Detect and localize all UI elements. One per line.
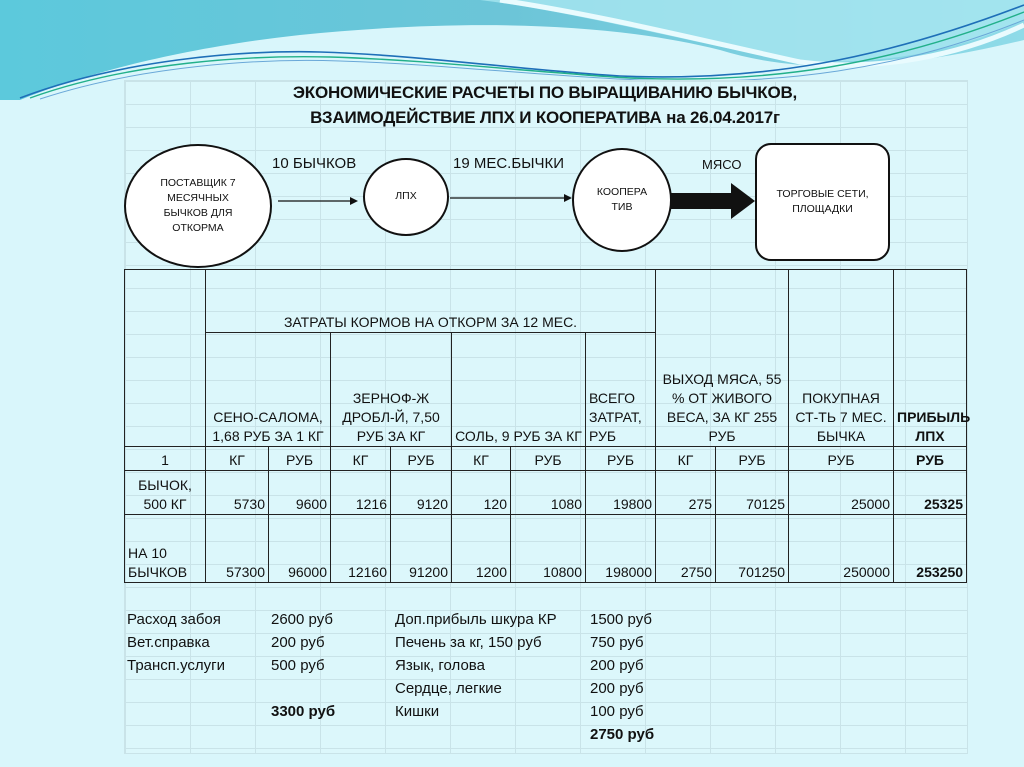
value-cell: 120 bbox=[452, 471, 511, 515]
unit-cell: КГ bbox=[331, 447, 391, 471]
unit-cell: КГ bbox=[452, 447, 511, 471]
income-label: Печень за кг, 150 руб bbox=[395, 634, 542, 651]
cooperative-node bbox=[572, 148, 672, 252]
empty-cell bbox=[124, 700, 268, 723]
list-item bbox=[124, 700, 677, 723]
list-item bbox=[124, 723, 677, 746]
expense-label: Расход забоя bbox=[127, 611, 221, 628]
value-cell: 5730 bbox=[206, 471, 269, 515]
flow-label-10-bulls: 10 БЫЧКОВ bbox=[272, 155, 357, 172]
salt-header: СОЛЬ, 9 РУБ ЗА КГ bbox=[452, 333, 586, 447]
unit-cell: РУБ bbox=[894, 447, 967, 471]
lph-node bbox=[363, 158, 449, 236]
meat-yield-header: ВЫХОД МЯСА, 55 % ОТ ЖИВОГО ВЕСА, ЗА КГ 255 РУБ bbox=[656, 270, 789, 447]
expense-value: 500 руб bbox=[271, 657, 325, 674]
empty-cell bbox=[124, 677, 268, 700]
income-value: 100 руб bbox=[590, 703, 644, 720]
unit-cell: КГ bbox=[206, 447, 269, 471]
supplier-label: ПОСТАВЩИК 7 МЕСЯЧНЫХ БЫЧКОВ ДЛЯ ОТКОРМА bbox=[160, 176, 236, 235]
value-cell: 250000 bbox=[789, 515, 894, 583]
value-cell: 1080 bbox=[511, 471, 586, 515]
row-label: НА 10 БЫЧКОВ bbox=[125, 515, 206, 583]
income-value: 200 руб bbox=[590, 680, 644, 697]
arrow-right-icon bbox=[278, 196, 358, 206]
thick-arrow-right-icon bbox=[671, 183, 755, 219]
lph-label: ЛПХ bbox=[395, 190, 417, 203]
income-total: 2750 руб bbox=[590, 726, 655, 743]
value-cell: 19800 bbox=[586, 471, 656, 515]
value-cell: 1200 bbox=[452, 515, 511, 583]
list-item bbox=[124, 631, 677, 654]
retail-label-2: ПЛОЩАДКИ bbox=[792, 203, 853, 215]
value-cell: 70125 bbox=[716, 471, 789, 515]
total-costs-header: ВСЕГО ЗАТРАТ, РУБ bbox=[586, 333, 656, 447]
list-item bbox=[124, 677, 677, 700]
list-item bbox=[124, 654, 677, 677]
unit-cell: РУБ bbox=[511, 447, 586, 471]
empty-cell bbox=[268, 723, 392, 746]
value-cell: 2750 bbox=[656, 515, 716, 583]
profit-header: ПРИБЫЛЬ ЛПХ bbox=[894, 270, 967, 447]
income-value: 1500 руб bbox=[590, 611, 652, 628]
income-label: Доп.прибыль шкура КР bbox=[395, 611, 557, 628]
grain-header: ЗЕРНОФ-Ж ДРОБЛ-Й, 7,50 РУБ ЗА КГ bbox=[331, 333, 452, 447]
profit-value-cell: 25325 bbox=[894, 471, 967, 515]
expense-value: 200 руб bbox=[271, 634, 325, 651]
unit-cell: КГ bbox=[656, 447, 716, 471]
profit-value-cell: 253250 bbox=[894, 515, 967, 583]
arrow-right-icon bbox=[450, 193, 572, 203]
empty-cell bbox=[124, 723, 268, 746]
page-title-line-1: ЭКОНОМИЧЕСКИЕ РАСЧЕТЫ ПО ВЫРАЩИВАНИЮ БЫЧКОВ, bbox=[292, 83, 798, 102]
retail-label-1: ТОРГОВЫЕ СЕТИ, bbox=[776, 187, 869, 200]
value-cell: 57300 bbox=[206, 515, 269, 583]
expense-label: Трансп.услуги bbox=[127, 657, 226, 674]
income-value: 750 руб bbox=[590, 634, 644, 651]
expense-label: Вет.справка bbox=[127, 634, 210, 651]
unit-cell: РУБ bbox=[586, 447, 656, 471]
value-cell: 1216 bbox=[331, 471, 391, 515]
list-item bbox=[124, 608, 677, 631]
table-row bbox=[125, 515, 967, 583]
value-cell: 25000 bbox=[789, 471, 894, 515]
income-label: Язык, голова bbox=[395, 657, 485, 674]
empty-cell bbox=[268, 677, 392, 700]
row-label: БЫЧОК, 500 КГ bbox=[125, 471, 206, 515]
unit-cell: РУБ bbox=[269, 447, 331, 471]
income-label: Сердце, легкие bbox=[395, 680, 502, 697]
value-cell: 10800 bbox=[511, 515, 586, 583]
retail-node bbox=[755, 143, 890, 261]
flow-label-19-month-bulls: 19 МЕС.БЫЧКИ bbox=[453, 155, 564, 172]
cost-calculation-table bbox=[124, 269, 971, 583]
value-cell: 9600 bbox=[269, 471, 331, 515]
unit-cell: РУБ bbox=[716, 447, 789, 471]
cooperative-label-2: ТИВ bbox=[611, 201, 633, 213]
income-label: Кишки bbox=[395, 703, 440, 720]
unit-cell: РУБ bbox=[789, 447, 894, 471]
value-cell: 12160 bbox=[331, 515, 391, 583]
purchase-cost-header: ПОКУПНАЯ СТ-ТЬ 7 МЕС. БЫЧКА bbox=[789, 270, 894, 447]
expenses-total: 3300 руб bbox=[271, 703, 336, 720]
value-cell: 198000 bbox=[586, 515, 656, 583]
value-cell: 9120 bbox=[391, 471, 452, 515]
value-cell: 701250 bbox=[716, 515, 789, 583]
unit-cell: РУБ bbox=[391, 447, 452, 471]
value-cell: 96000 bbox=[269, 515, 331, 583]
page-title-line-2: ВЗАИМОДЕЙСТВИЕ ЛПХ И КООПЕРАТИВА на 26.04.2017г bbox=[310, 108, 780, 127]
row-label-header-cell bbox=[125, 270, 206, 447]
table-row bbox=[125, 471, 967, 515]
row-label-1-top: 1 bbox=[125, 447, 206, 471]
empty-cell bbox=[392, 723, 587, 746]
flow-label-meat: МЯСО bbox=[702, 157, 742, 172]
value-cell: 275 bbox=[656, 471, 716, 515]
value-cell: 91200 bbox=[391, 515, 452, 583]
income-value: 200 руб bbox=[590, 657, 644, 674]
hay-header: СЕНО-САЛОМА, 1,68 РУБ ЗА 1 КГ bbox=[206, 333, 331, 447]
cooperative-label-1: КООПЕРА bbox=[596, 185, 648, 198]
expenses-and-income-table bbox=[124, 608, 677, 746]
expense-value: 2600 руб bbox=[271, 611, 333, 628]
feed-costs-group-header: ЗАТРАТЫ КОРМОВ НА ОТКОРМ ЗА 12 МЕС. bbox=[206, 270, 656, 333]
supplier-node bbox=[124, 144, 272, 268]
